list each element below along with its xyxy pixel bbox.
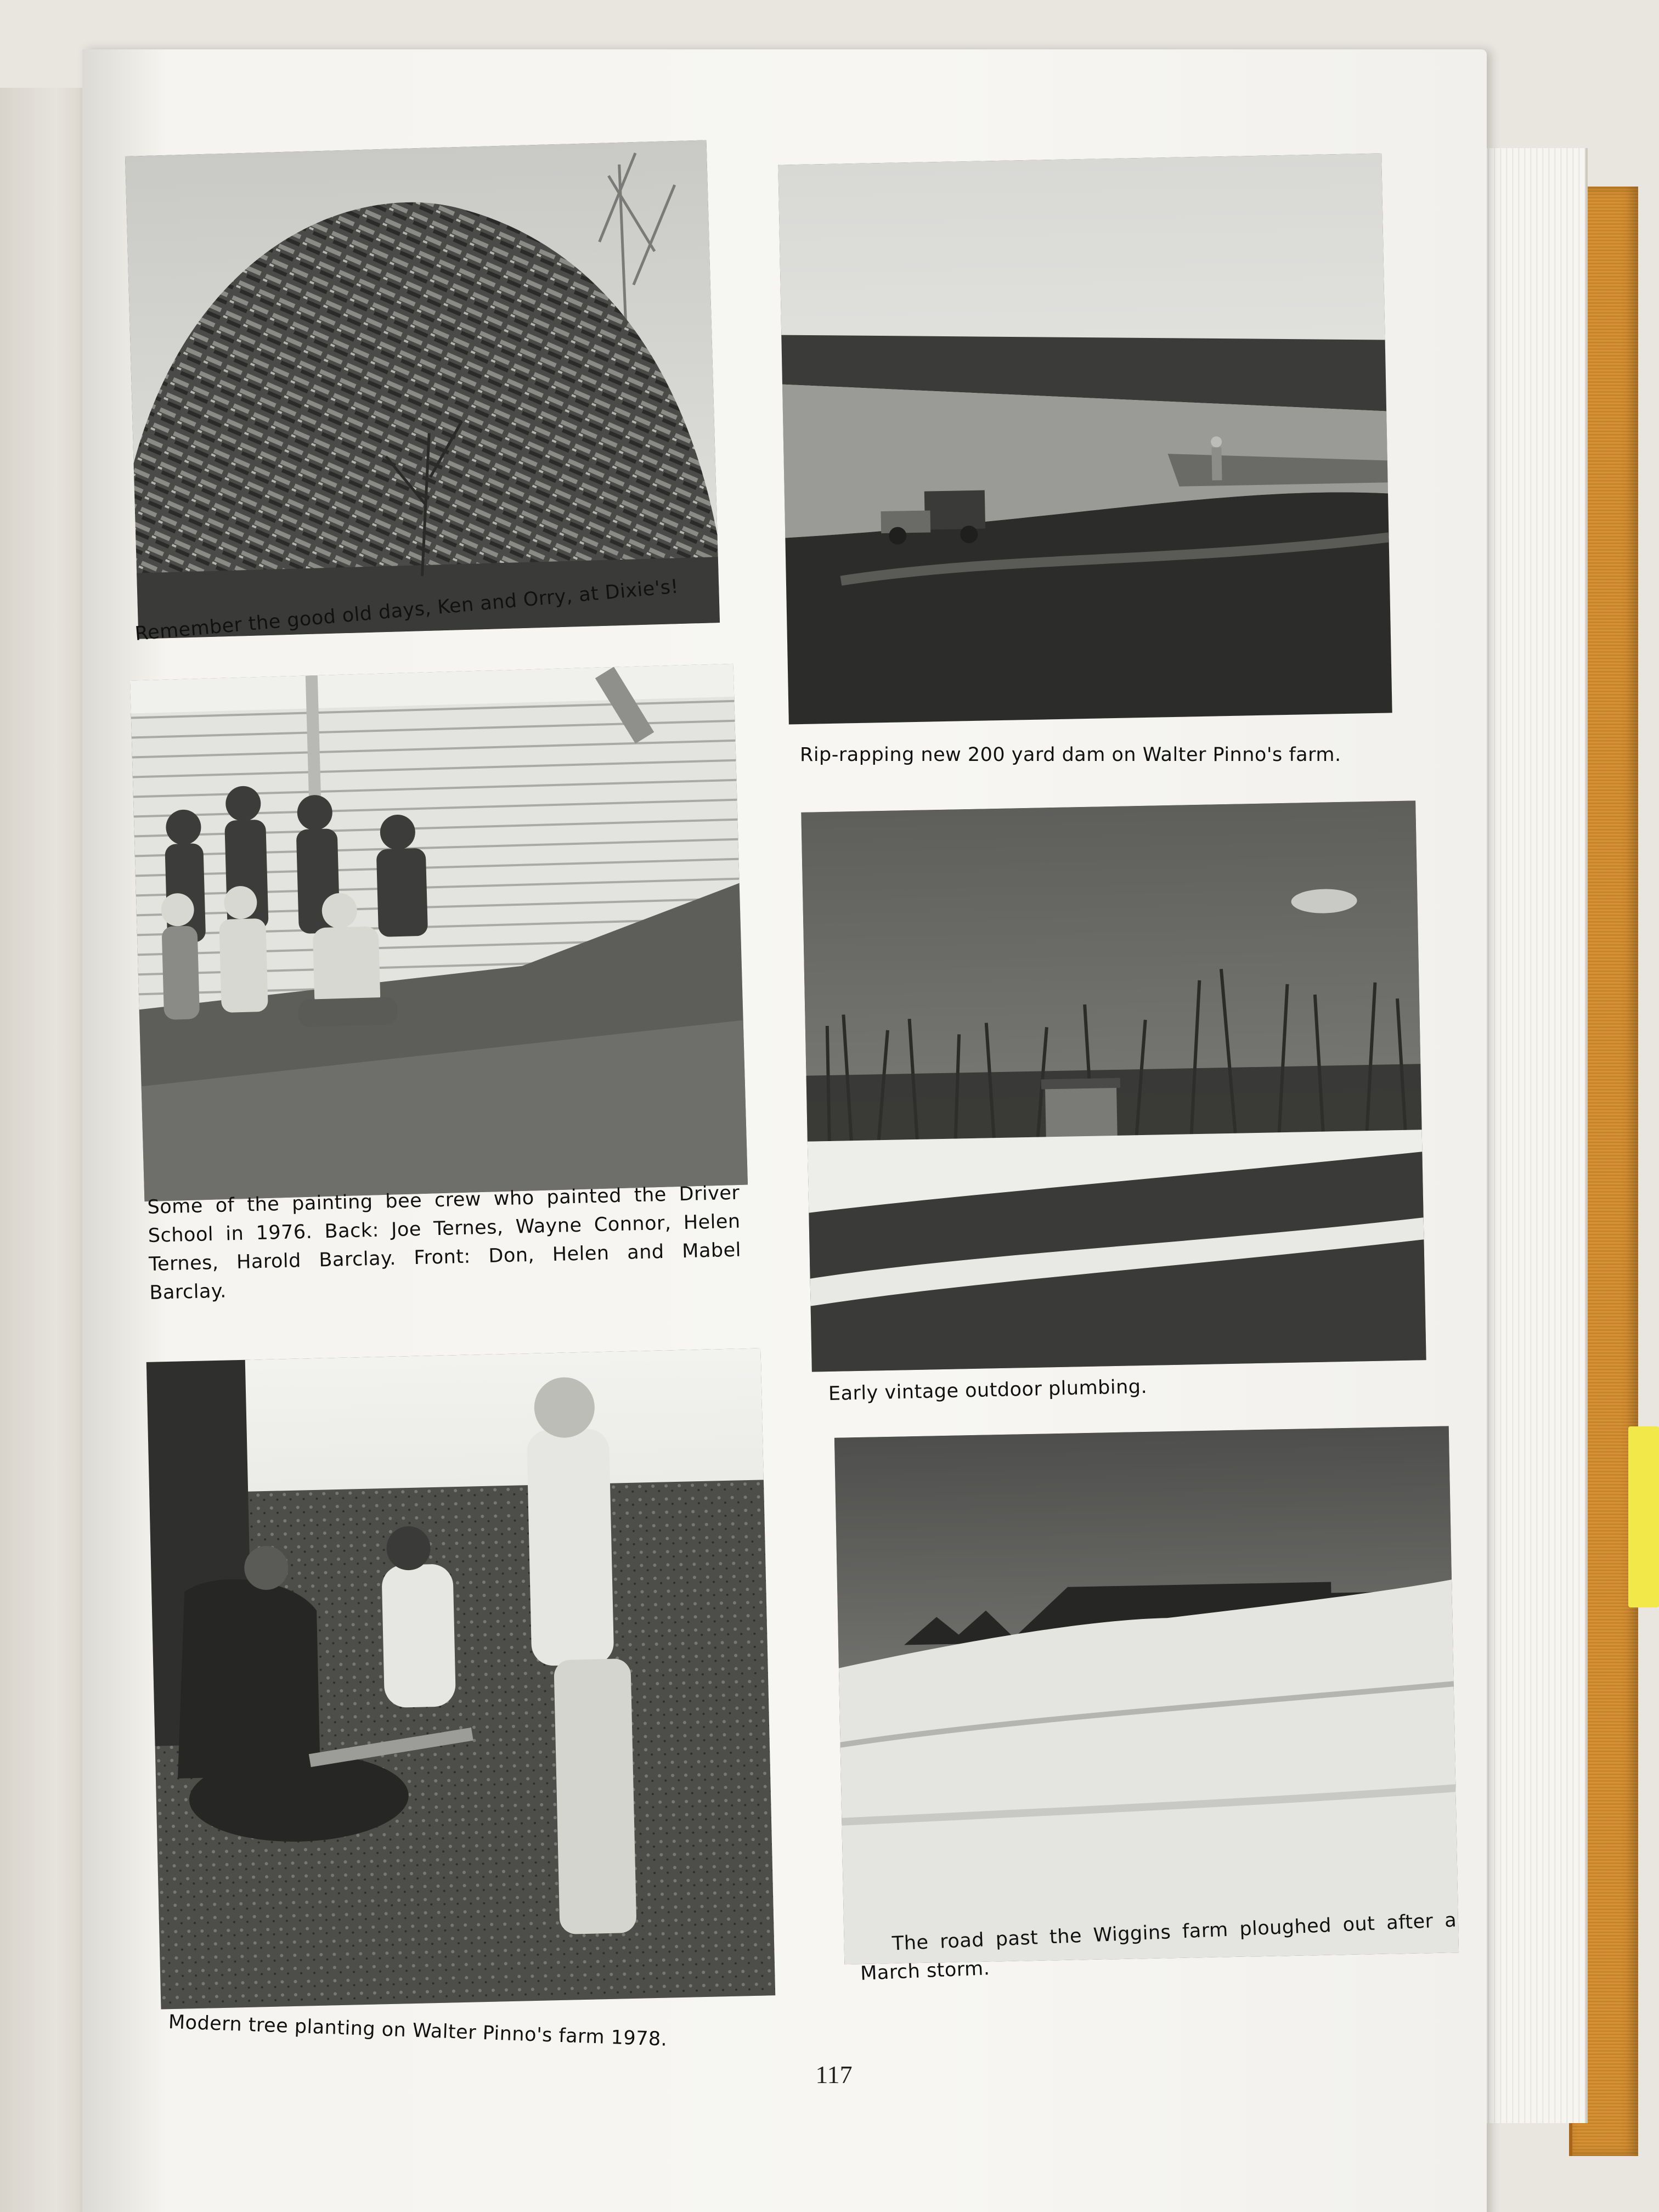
photo-woodpile [125, 140, 720, 639]
page-number: 117 [815, 2061, 853, 2089]
caption-woodpile: Remember the good old days, Ken and Orry, at Dixie's! [134, 575, 680, 645]
photo-tree-planting [146, 1348, 775, 2009]
photo-snow-road [834, 1426, 1459, 1964]
photo-outhouse [801, 800, 1426, 1372]
left-page-edge [0, 88, 95, 2212]
photo-painting-bee [130, 664, 748, 1201]
caption-snow-road: The road past the Wiggins farm ploughed out after a March storm. [860, 1909, 1457, 1985]
sticky-note [1628, 1426, 1659, 1607]
caption-dam: Rip-rapping new 200 yard dam on Walter Pinno's farm. [800, 744, 1341, 766]
caption-tree-planting: Modern tree planting on Walter Pinno's farm 1978. [168, 2011, 668, 2051]
photo-dam [778, 154, 1392, 725]
caption-outhouse: Early vintage outdoor plumbing. [828, 1375, 1148, 1405]
caption-painting-bee: Some of the painting bee crew who painted the Driver School in 1976. Back: Joe Ternes, Wayne Connor, Helen Ternes, Harold Barclay. Front: Don, Helen and Mabel Barclay. [147, 1182, 742, 1304]
